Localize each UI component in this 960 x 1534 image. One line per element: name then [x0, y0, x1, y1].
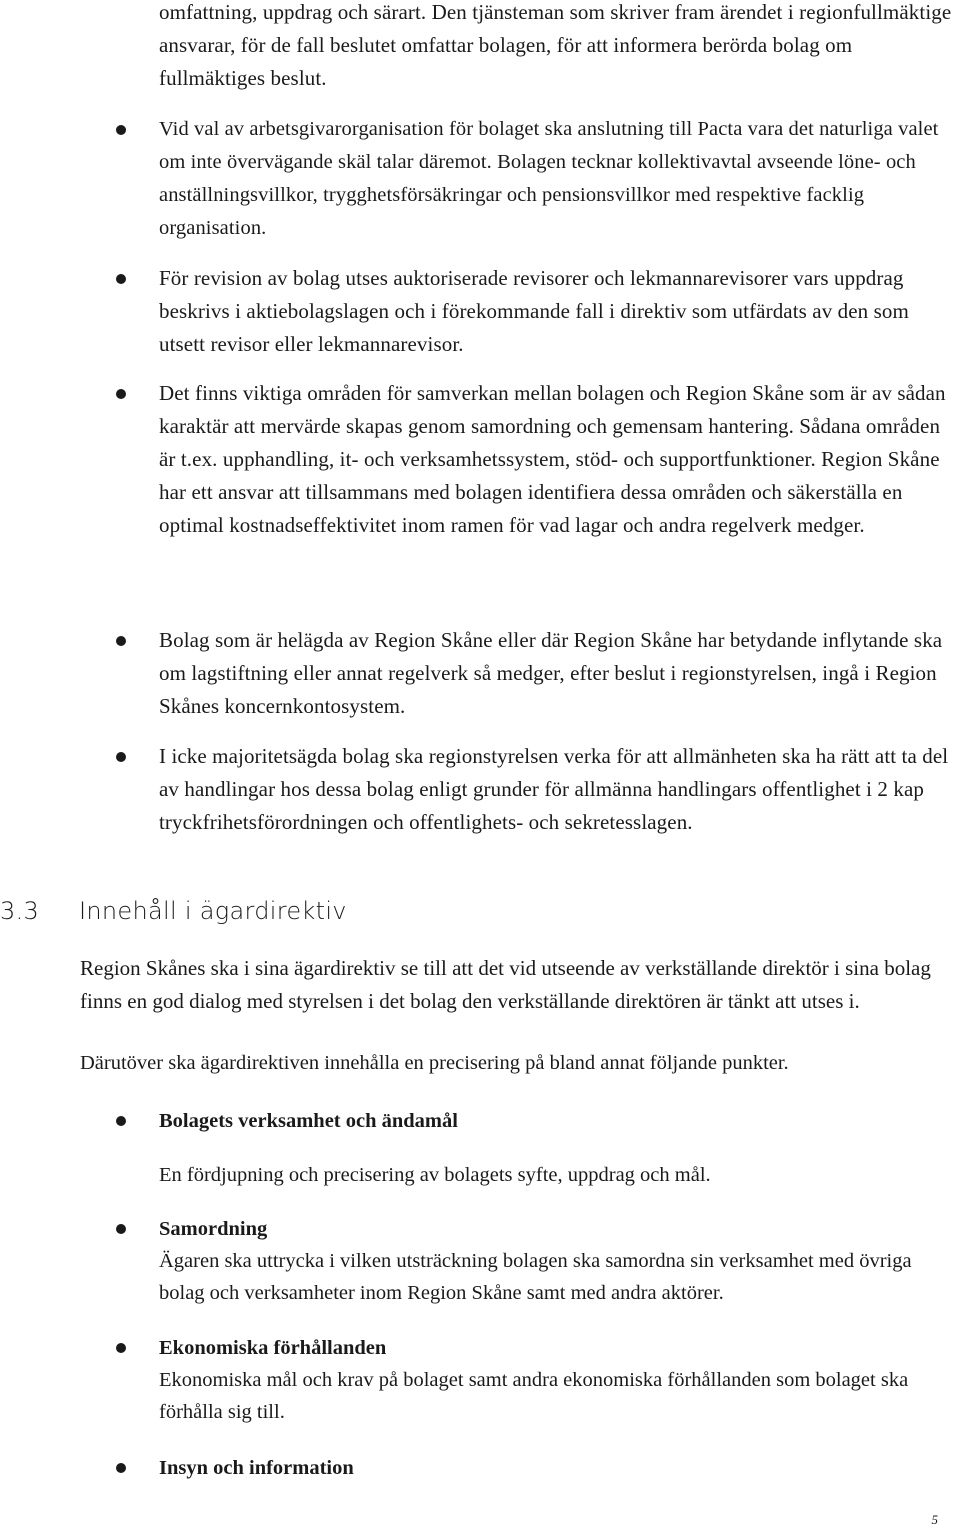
section-heading	[0, 897, 347, 925]
bullet-icon	[116, 1463, 126, 1473]
bullet-item-samverkan: Det finns viktiga områden för samverkan mellan bolagen och Region Skåne som är av sådan karaktär att mervärde skapas genom samordning och gemensam hantering. Sådana områden är t.ex. upphandling, it- och verksamhetssystem, stöd- och supportfunktioner. Region Skåne har ett ansvar att tillsammans med bolagen identifiera dessa områden och säkerställa en optimal kostnadseffektivitet inom ramen för vad lagar och andra regelverk medger.	[159, 381, 946, 537]
bullet-icon	[116, 125, 126, 135]
point-title: Samordning	[159, 1218, 268, 1240]
continuation-paragraph: omfattning, uppdrag och särart. Den tjänsteman som skriver fram ärendet i regionfullmäktige ansvarar, för de fall beslutet omfattar bolagen, för att informera berörda bolag om fullmäktiges beslut.	[159, 0, 952, 90]
section-intro: Region Skånes ska i sina ägardirektiv se till att det vid utseende av verkställande direktör i sina bolag finns en god dialog med styrelsen i det bolag den verkställande direktören är tänkt att utses i.	[80, 956, 931, 1013]
section-title: Innehåll i ägardirektiv	[79, 897, 347, 925]
bullet-icon	[116, 274, 126, 284]
bullet-icon	[116, 752, 126, 762]
point-samordning	[159, 1213, 956, 1309]
bullet-icon	[116, 1343, 126, 1353]
point-title: Ekonomiska förhållanden	[159, 1337, 387, 1359]
point-text: En fördjupning och precisering av bolagets syfte, uppdrag och mål.	[159, 1164, 711, 1186]
point-insyn	[159, 1452, 956, 1484]
section-intro-2: Därutöver ska ägardirektiven innehålla en precisering på bland annat följande punkter.	[80, 1052, 789, 1074]
bullet-icon	[116, 1224, 126, 1234]
bullet-icon	[116, 1116, 126, 1126]
point-ekonomi	[159, 1332, 956, 1428]
bullet-item-koncernkonto: Bolag som är helägda av Region Skåne eller där Region Skåne har betydande inflytande ska om lagstiftning eller annat regelverk så medger, efter beslut i regionstyrelsen, ingå i Region Skånes koncernkontosystem.	[159, 628, 943, 718]
point-verksamhet	[159, 1105, 956, 1191]
bullet-item-revision: För revision av bolag utses auktoriserade revisorer och lekmannarevisorer vars uppdrag beskrivs i aktiebolagslagen och i förekommande fall i direktiv som utfärdats av den som utsett revisor eller lekmannarevisor.	[159, 266, 909, 356]
point-text: Ägaren ska uttrycka i vilken utsträckning bolagen ska samordna sin verksamhet med övriga bolag och verksamheter inom Region Skåne samt med andra aktörer.	[159, 1250, 912, 1304]
point-title: Bolagets verksamhet och ändamål	[159, 1110, 458, 1132]
page-number: 5	[931, 1512, 938, 1527]
bullet-item-pacta: Vid val av arbetsgivarorganisation för bolaget ska anslutning till Pacta vara det naturliga valet om inte övervägande skäl talar däremot. Bolagen tecknar kollektivavtal avseende löne- och anställningsvillkor, trygghetsförsäkringar och pensionsvillkor med respektive facklig organisation.	[159, 118, 939, 239]
section-number: 3.3	[0, 897, 40, 925]
bullet-icon	[116, 389, 126, 399]
point-text: Ekonomiska mål och krav på bolaget samt andra ekonomiska förhållanden som bolaget ska förhålla sig till.	[159, 1369, 909, 1423]
point-title: Insyn och information	[159, 1457, 354, 1479]
bullet-icon	[116, 636, 126, 646]
bullet-item-offentlighet: I icke majoritetsägda bolag ska regionstyrelsen verka för att allmänheten ska ha rätt att ta del av handlingar hos dessa bolag enligt grunder för allmänna handlingars offentlighet i 2 kap tryckfrihetsförordningen och offentlighets- och sekretesslagen.	[159, 744, 949, 834]
